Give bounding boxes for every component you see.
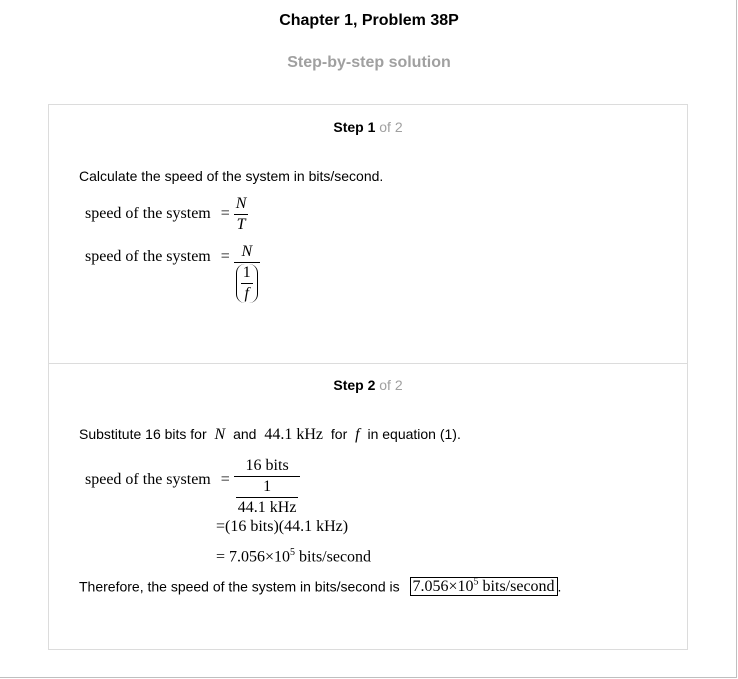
eq1-lhs: speed of the system bbox=[85, 205, 211, 223]
step-2-numerator: 16 bits bbox=[234, 457, 301, 477]
page-title: Chapter 1, Problem 38P bbox=[279, 12, 459, 29]
answer-mantissa: 7.056×10 bbox=[412, 578, 474, 596]
eq1-numerator: N bbox=[234, 195, 249, 215]
step-2-section bbox=[49, 363, 687, 649]
step-1-equation-2 bbox=[85, 243, 260, 303]
step-2-var-n: N bbox=[214, 426, 226, 443]
step-2-denominator bbox=[234, 477, 301, 517]
eq2-equals: = bbox=[220, 248, 230, 266]
step-1-label: Step 1 bbox=[333, 119, 376, 135]
step-2-intro-d: in equation (1). bbox=[367, 426, 461, 442]
eq2-inner-numerator: 1 bbox=[241, 264, 253, 284]
eq2-lhs: speed of the system bbox=[85, 248, 211, 266]
step-2-inner-numerator: 1 bbox=[236, 478, 299, 498]
step-1-section bbox=[49, 105, 687, 364]
step-1-count: of 2 bbox=[379, 119, 403, 135]
eq1-denominator: T bbox=[236, 216, 246, 233]
step-2-line-3-unit: bits/second bbox=[295, 548, 372, 566]
step-2-intro-c: for bbox=[330, 426, 348, 442]
step-2-line-3 bbox=[216, 547, 371, 566]
solution-subtitle: Step-by-step solution bbox=[287, 54, 451, 71]
step-2-line-3-mantissa: = 7.056×10 bbox=[216, 548, 291, 566]
step-2-count: of 2 bbox=[379, 377, 403, 393]
step-2-value-khz: 44.1 kHz bbox=[264, 426, 323, 443]
step-1-equation-1 bbox=[85, 195, 248, 234]
step-2-var-f: f bbox=[355, 426, 360, 443]
answer-exponent: 5 bbox=[473, 577, 479, 588]
step-2-conclusion-text: Therefore, the speed of the system in bits/second is bbox=[79, 578, 400, 595]
step-2-inner-fraction bbox=[236, 478, 299, 517]
step-2-intro-b: and bbox=[233, 426, 257, 442]
step-2-header bbox=[49, 377, 687, 393]
step-2-eq-lhs: speed of the system bbox=[85, 471, 211, 489]
step-2-equation bbox=[85, 457, 300, 517]
step-2-inner-denominator: 44.1 kHz bbox=[237, 499, 297, 516]
step-2-intro bbox=[79, 426, 461, 444]
solution-card bbox=[48, 104, 688, 650]
step-2-label: Step 2 bbox=[333, 377, 376, 393]
eq1-equals: = bbox=[220, 205, 230, 223]
step-2-intro-a: Substitute 16 bits for bbox=[79, 426, 207, 442]
eq2-numerator: N bbox=[234, 243, 260, 263]
step-2-conclusion bbox=[79, 577, 561, 596]
eq2-inner-fraction bbox=[241, 264, 253, 303]
eq2-denominator bbox=[234, 263, 260, 303]
eq2-inner-denominator: f bbox=[244, 285, 249, 302]
eq2-fraction bbox=[234, 243, 260, 303]
eq2-parenthesis bbox=[236, 264, 258, 303]
step-2-line-3-exponent: 5 bbox=[290, 547, 296, 558]
eq1-fraction bbox=[234, 195, 249, 234]
answer-unit: bits/second bbox=[478, 578, 555, 596]
step-2-line-2: =(16 bits)(44.1 kHz) bbox=[216, 518, 349, 535]
step-2-eq-equals: = bbox=[220, 471, 230, 489]
step-2-fraction bbox=[234, 457, 301, 517]
final-answer-box bbox=[410, 577, 558, 596]
answer-period: . bbox=[557, 578, 562, 595]
step-1-intro: Calculate the speed of the system in bits/second. bbox=[79, 168, 384, 184]
step-1-header bbox=[49, 119, 687, 135]
